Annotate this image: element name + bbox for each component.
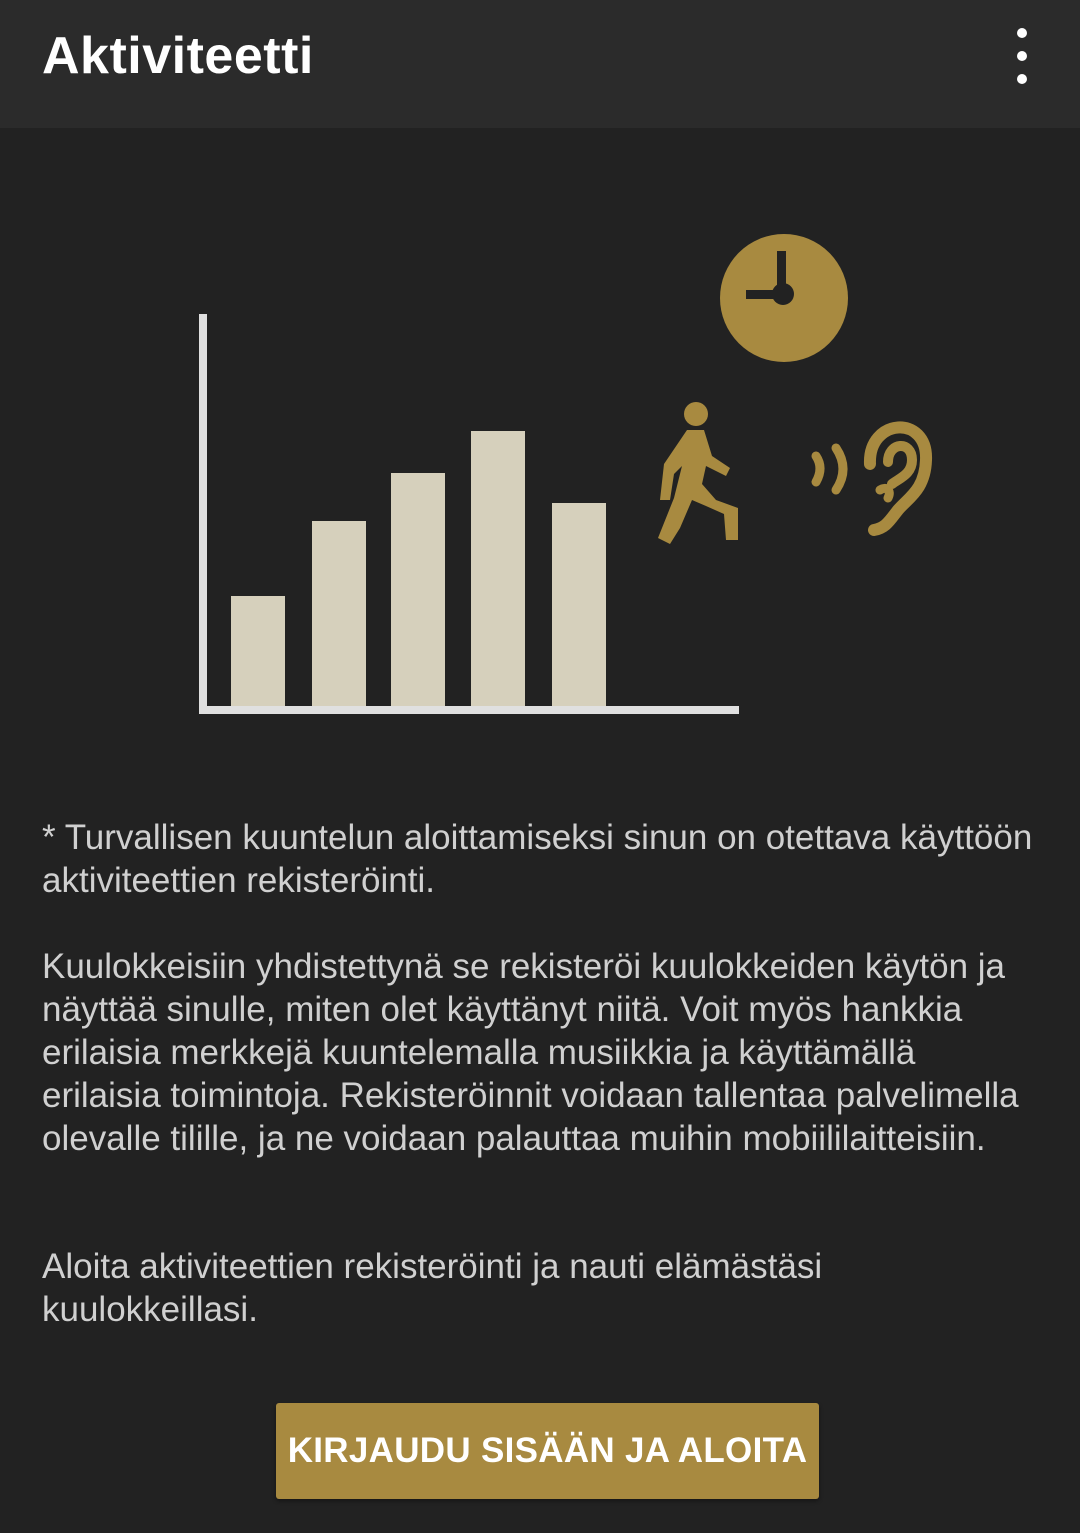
activity-illustration — [180, 228, 960, 728]
login-and-start-button[interactable]: KIRJAUDU SISÄÄN JA ALOITA — [276, 1403, 819, 1499]
menu-dot — [1017, 51, 1027, 61]
clock-icon — [720, 234, 848, 362]
main-content — [0, 128, 1080, 1533]
ear-sound-icon — [816, 427, 926, 530]
bar-chart-icon — [199, 314, 739, 714]
walking-person-icon — [658, 402, 738, 544]
description-text: Kuulokkeisiin yhdistettynä se rekisteröi kuulokkeiden käytön ja näyttää sinulle, miten olet käyttänyt niitä. Voit myös hankkia erilaisia merkkejä kuuntelemalla musiikkia ja käyttämällä erilaisia toimintoja. Rekisteröinnit voidaan tallentaa palvelimella olevalle tilille, ja ne voidaan palauttaa muihin mobiililaitteisiin. — [42, 947, 1019, 1158]
menu-dot — [1017, 74, 1027, 84]
intro-text: * Turvallisen kuuntelun aloittamiseksi sinun on otettava käyttöön aktiviteettien rekisteröinti. — [42, 818, 1033, 900]
more-vert-icon[interactable] — [1000, 28, 1044, 84]
menu-dot — [1017, 28, 1027, 38]
app-bar — [0, 0, 1080, 128]
page-title: Aktiviteetti — [42, 27, 314, 85]
call-to-action-text: Aloita aktiviteettien rekisteröinti ja nauti elämästäsi kuulokkeillasi. — [42, 1247, 823, 1329]
